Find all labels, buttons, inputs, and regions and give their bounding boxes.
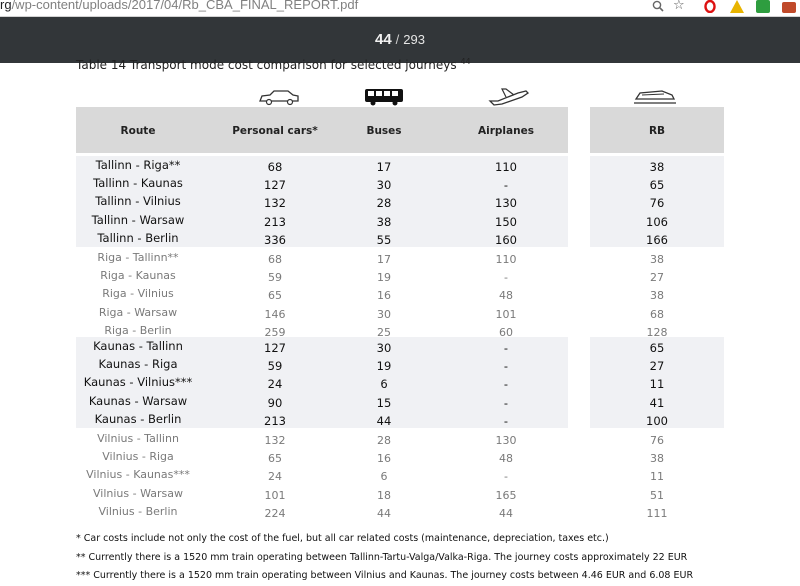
route-cell: Tallinn - Warsaw — [91, 212, 185, 227]
route-cell: Riga - Vilnius — [102, 287, 174, 301]
cost-cell: 6 — [380, 470, 388, 484]
cost-cell: 259 — [264, 325, 286, 339]
pdf-page — [0, 57, 800, 586]
cost-cell: 68 — [650, 307, 664, 321]
header-rb: RB — [648, 125, 666, 137]
cost-cell: 19 — [376, 359, 392, 374]
cost-cell: 165 — [495, 488, 517, 502]
cost-cell: 76 — [650, 434, 664, 447]
cost-cell: - — [503, 413, 509, 428]
cost-cell: 44 — [499, 506, 513, 520]
footnote-2: ** Currently there is a 1520 mm train operating between Tallinn-Tartu-Valga/Valka-Riga. The journey costs approximately 22 EUR — [76, 552, 688, 563]
cost-cell: 213 — [264, 214, 286, 229]
url-prefix: rg — [0, 0, 12, 12]
caption-footnote-ref: 44 — [460, 57, 471, 66]
cost-cell: 127 — [264, 178, 286, 193]
table-caption — [76, 57, 471, 72]
cost-cell: 65 — [649, 341, 665, 355]
extension-icon[interactable] — [782, 0, 796, 13]
url-path: /wp-content/uploads/2017/04/Rb_CBA_FINAL_REPORT.pdf — [11, 0, 359, 12]
cost-cell: 44 — [377, 506, 391, 520]
url-text[interactable] — [0, 0, 358, 12]
page-indicator — [0, 31, 800, 49]
cost-cell: 130 — [495, 196, 517, 211]
cost-cell: 65 — [268, 289, 282, 303]
route-cell: Vilnius - Riga — [102, 450, 174, 464]
route-cell: Kaunas - Vilnius*** — [83, 375, 193, 390]
cost-cell: 100 — [646, 413, 668, 428]
cost-cell: 224 — [264, 506, 286, 520]
cost-cell: 27 — [649, 359, 665, 374]
cost-cell: 68 — [268, 253, 282, 266]
cost-cell: 336 — [264, 232, 286, 247]
route-cell: Kaunas - Riga — [98, 357, 178, 372]
cost-cell: 48 — [499, 289, 513, 303]
cost-cell: 44 — [376, 413, 392, 428]
cost-cell: 213 — [264, 413, 286, 428]
cost-cell: 28 — [377, 434, 391, 447]
cost-cell: 38 — [650, 253, 664, 266]
cost-cell: - — [503, 341, 509, 355]
route-cell: Vilnius - Warsaw — [93, 486, 183, 500]
header-personal-cars: Personal cars* — [232, 125, 318, 137]
cost-cell: 76 — [649, 196, 665, 211]
cost-cell: - — [504, 470, 508, 484]
search-icon[interactable] — [652, 0, 664, 13]
cost-cell: 132 — [264, 196, 286, 211]
cost-cell: 110 — [495, 160, 517, 174]
route-cell: Riga - Warsaw — [98, 305, 178, 319]
cost-cell: 65 — [268, 452, 282, 466]
cost-cell: 6 — [380, 377, 388, 392]
cost-cell: 128 — [646, 325, 668, 339]
cost-cell: 51 — [650, 488, 664, 502]
cost-cell: 160 — [495, 232, 517, 247]
cost-cell: 27 — [650, 271, 664, 285]
cost-cell: 59 — [267, 359, 283, 374]
cost-cell: 60 — [499, 325, 513, 339]
opera-extension-icon[interactable] — [704, 0, 716, 13]
cost-cell: 101 — [264, 488, 286, 502]
cost-cell: 30 — [376, 341, 392, 355]
route-cell: Tallinn - Kaunas — [93, 176, 183, 191]
route-cell: Tallinn - Vilnius — [95, 194, 181, 209]
cost-cell: 15 — [376, 395, 392, 410]
route-cell: Tallinn - Berlin — [97, 230, 179, 245]
cost-cell: 41 — [649, 395, 665, 410]
cost-cell: 111 — [646, 506, 668, 520]
route-cell: Riga - Berlin — [104, 323, 172, 337]
route-cell: Kaunas - Tallinn — [93, 339, 183, 353]
cost-cell: - — [503, 359, 509, 374]
cost-cell: 30 — [377, 307, 391, 321]
cost-cell: 11 — [650, 470, 664, 484]
cost-cell: 25 — [377, 325, 391, 339]
cost-cell: 110 — [495, 253, 517, 266]
table-caption-text: Table 14 Transport mode cost comparison for selected journeys — [76, 58, 457, 72]
cost-cell: - — [503, 395, 509, 410]
route-cell: Tallinn - Riga** — [95, 158, 181, 172]
cost-cell: 24 — [268, 470, 282, 484]
cost-cell: 30 — [376, 178, 392, 193]
route-cell: Vilnius - Berlin — [98, 504, 178, 518]
cost-cell: 166 — [646, 232, 668, 247]
cost-cell: 16 — [377, 289, 391, 303]
header-buses: Buses — [366, 125, 402, 137]
cost-cell: 127 — [264, 341, 286, 355]
cost-cell: 132 — [264, 434, 286, 447]
cost-cell: - — [503, 178, 509, 193]
cost-cell: - — [503, 377, 509, 392]
cost-cell: 55 — [376, 232, 392, 247]
cost-cell: 24 — [267, 377, 283, 392]
route-cell: Vilnius - Kaunas*** — [86, 468, 190, 482]
green-extension-icon[interactable] — [756, 0, 770, 13]
cost-cell: 150 — [495, 214, 517, 229]
cost-cell: 11 — [649, 377, 665, 392]
route-cell: Riga - Kaunas — [100, 269, 176, 283]
cost-cell: 38 — [376, 214, 392, 229]
cost-cell: 68 — [267, 160, 283, 174]
cost-cell: 48 — [499, 452, 513, 466]
header-route: Route — [120, 125, 156, 137]
footnote-3: *** Currently there is a 1520 mm train operating between Vilnius and Kaunas. The journey costs between 4.46 EUR and 6.08 EUR — [76, 570, 694, 581]
cost-cell: 130 — [495, 434, 517, 447]
page-separator: / — [395, 32, 400, 47]
cost-cell: 19 — [377, 271, 391, 285]
route-cell: Kaunas - Warsaw — [88, 393, 188, 408]
warning-extension-icon[interactable] — [730, 0, 744, 13]
cost-cell: 65 — [649, 178, 665, 193]
cost-cell: - — [504, 271, 508, 285]
cost-cell: 38 — [650, 289, 664, 303]
cost-cell: 59 — [268, 271, 282, 285]
cost-cell: 90 — [267, 395, 283, 410]
total-pages: 293 — [403, 32, 425, 47]
cost-cell: 17 — [377, 253, 391, 266]
cost-cell: 16 — [377, 452, 391, 466]
route-cell: Vilnius - Tallinn — [97, 432, 179, 445]
route-cell: Kaunas - Berlin — [94, 411, 182, 426]
cost-cell: 146 — [264, 307, 286, 321]
current-page-input[interactable]: 44 — [374, 31, 392, 48]
cost-cell: 38 — [650, 452, 664, 466]
cost-cell: 101 — [495, 307, 517, 321]
cost-cell: 17 — [376, 160, 392, 174]
cost-cell: 38 — [649, 160, 665, 174]
bookmark-star-icon[interactable]: ☆ — [673, 0, 685, 13]
cost-cell: 18 — [377, 488, 391, 502]
header-airplanes: Airplanes — [478, 125, 534, 137]
route-cell: Riga - Tallinn** — [97, 251, 179, 264]
cost-cell: 106 — [646, 214, 668, 229]
footnote-1: * Car costs include not only the cost of the fuel, but all car related costs (maintenance, depreciation, taxes etc.) — [76, 533, 609, 544]
browser-address-bar[interactable] — [0, 0, 800, 17]
cost-cell: 28 — [376, 196, 392, 211]
